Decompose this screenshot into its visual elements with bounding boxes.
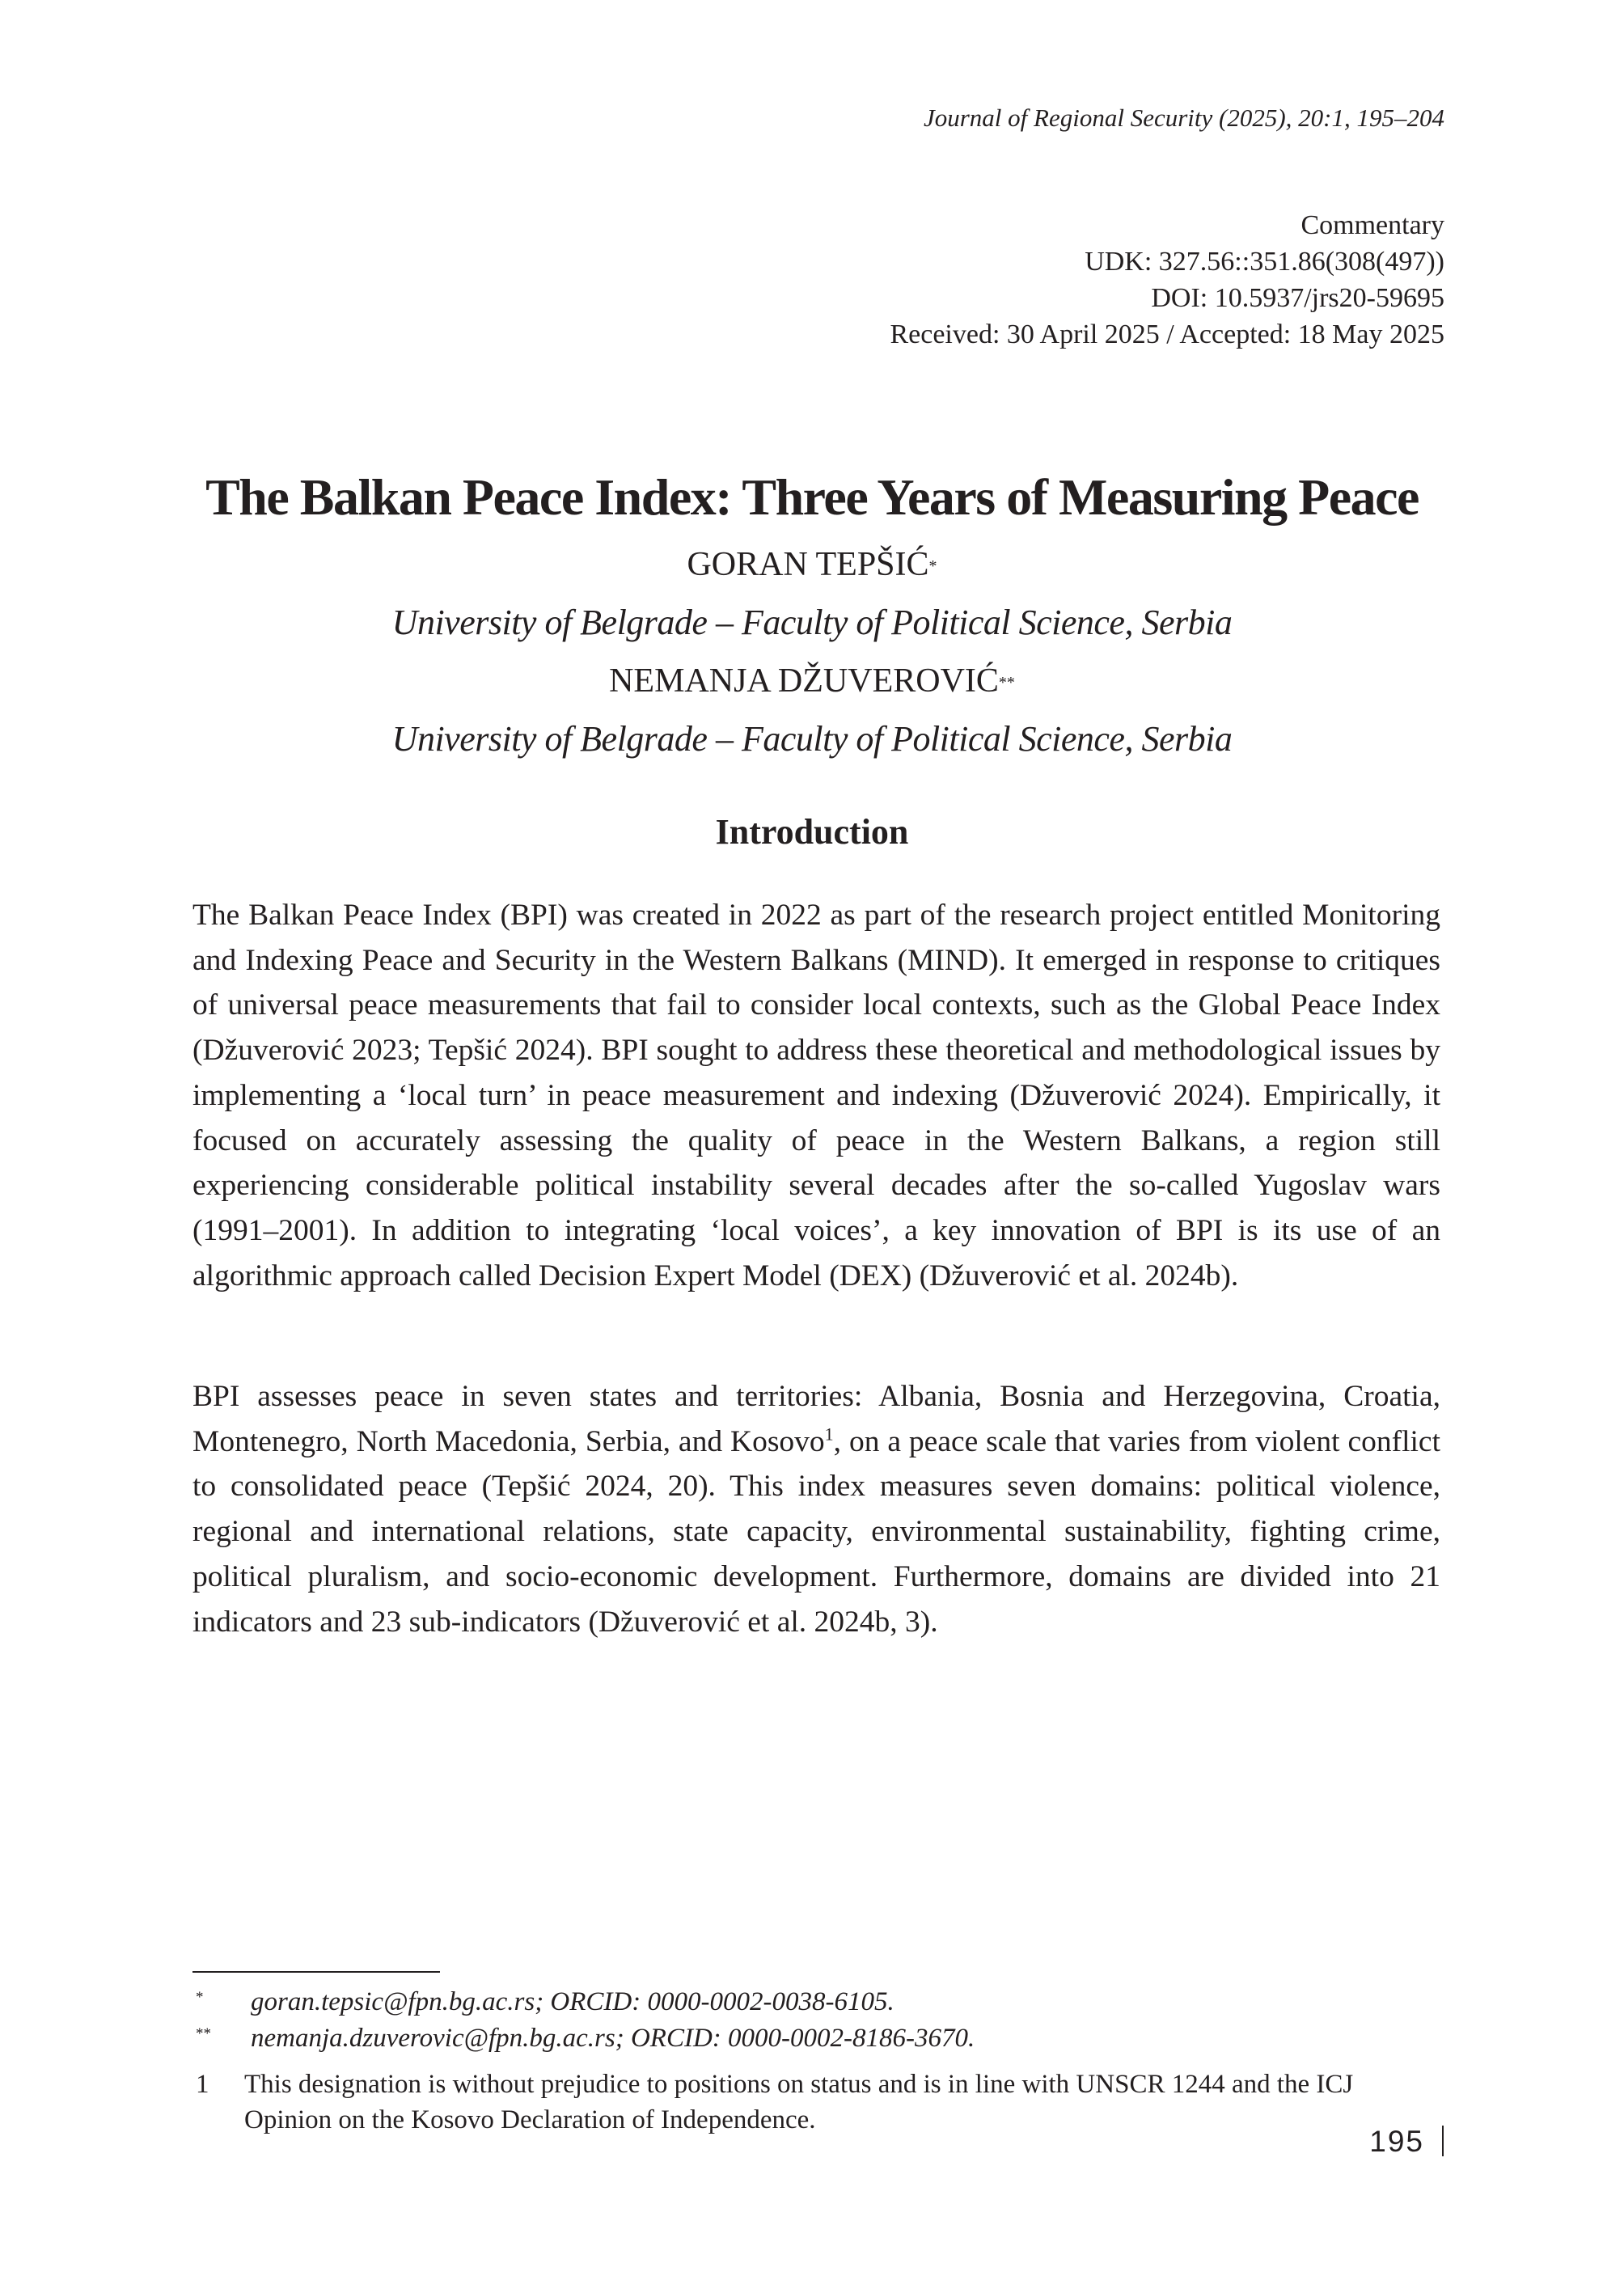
- page-number: [1369, 2125, 1444, 2159]
- footnote-text: [251, 1987, 894, 2016]
- author-name: [0, 540, 1624, 589]
- author-email-link[interactable]: nemanja.dzuverovic@fpn.bg.ac.rs: [251, 2024, 615, 2053]
- author-name-text: GORAN TEPŠIĆ: [687, 546, 929, 583]
- author-name-text: NEMANJA DŽUVEROVIĆ: [609, 662, 999, 700]
- footnote-reference[interactable]: 1: [824, 1424, 834, 1445]
- article-title: The Balkan Peace Index: Three Years of Measuring Peace: [205, 468, 1419, 526]
- footnotes: [192, 1984, 1440, 2138]
- body-paragraph: The Balkan Peace Index (BPI) was created in 2022 as part of the research project entitled Monitoring and Indexing Peace and Security in the Western Balkans (MIND). It emerged in response to critiques of universal peace measurements that fail to consider local contexts, such as the Global Peace Index (Džuverović 2023; Tepšić 2024). BPI sought to address these theoretical and methodological issues by implementing a ‘local turn’ in peace measurement and indexing (Džuverović 2024). Empirically, it focused on accurately assessing the quality of peace in the Western Balkans, a region still experiencing considerable political instability several decades after the so-called Yugoslav wars (1991–2001). In addition to integrating ‘local voices’, a key innovation of BPI is its use of an algorithmic approach called Decision Expert Model (DEX) (Džuverović et al. 2024b).: [192, 899, 1440, 1292]
- article-type: Commentary: [1300, 210, 1444, 240]
- author-block: [0, 540, 1624, 773]
- author-footnote-marker: *: [928, 557, 937, 575]
- journal-citation: Journal of Regional Security (2025), 20:1, 195–204: [923, 104, 1444, 132]
- footnote-text: This designation is without prejudice to positions on status and is in line with UNSCR 1244 and the ICJ Opinion on the Kosovo Declaration of Independence.: [244, 2070, 1354, 2134]
- footnote-divider: [192, 1971, 440, 1973]
- paragraph-text: , on a peace scale that varies from violent conflict to consolidated peace (Tepšić 2024, 20). This index measures seven domains: political violence, regional and international relations, state capacity, environmental sustainability, fighting crime, political pluralism, and socio-economic development. Furthermore, domains are divided into 21 indicators and 23 sub-indicators (Džuverović et al. 2024b, 3).: [192, 1424, 1440, 1639]
- udk-code: UDK: 327.56::351.86(308(497)): [1085, 247, 1444, 277]
- paragraph-text: BPI assesses peace in seven states and territories: Albania, Bosnia and Herzegovina, Croatia, Montenegro, North Macedonia, Serbia, and Kosovo: [192, 1380, 1440, 1458]
- received-accepted-dates: Received: 30 April 2025 / Accepted: 18 May 2025: [890, 319, 1444, 349]
- footnote-marker: *: [196, 1989, 204, 2006]
- footnote: [192, 2067, 1440, 2138]
- section-heading: Introduction: [715, 812, 909, 852]
- page-number-text: 195: [1369, 2125, 1424, 2158]
- footnote: [192, 2020, 1440, 2057]
- orcid-text: ; ORCID: 0000-0002-0038-6105.: [535, 1987, 894, 2016]
- footnote-number: 1: [196, 2070, 209, 2099]
- body-paragraph: [192, 1374, 1440, 1644]
- footnote: [192, 1984, 1440, 2020]
- author-name: [0, 657, 1624, 705]
- author-affiliation: University of Belgrade – Faculty of Political Science, Serbia: [391, 603, 1233, 642]
- footnote-text: [251, 2024, 975, 2053]
- article-metadata: [890, 207, 1444, 353]
- page-number-bar: [1442, 2126, 1444, 2156]
- doi: DOI: 10.5937/jrs20-59695: [1151, 283, 1444, 313]
- author-email-link[interactable]: goran.tepsic@fpn.bg.ac.rs: [251, 1987, 535, 2016]
- author-footnote-marker: **: [998, 674, 1015, 692]
- orcid-text: ; ORCID: 0000-0002-8186-3670.: [615, 2024, 975, 2053]
- author-affiliation: University of Belgrade – Faculty of Political Science, Serbia: [391, 719, 1233, 759]
- footnote-marker: **: [196, 2025, 211, 2042]
